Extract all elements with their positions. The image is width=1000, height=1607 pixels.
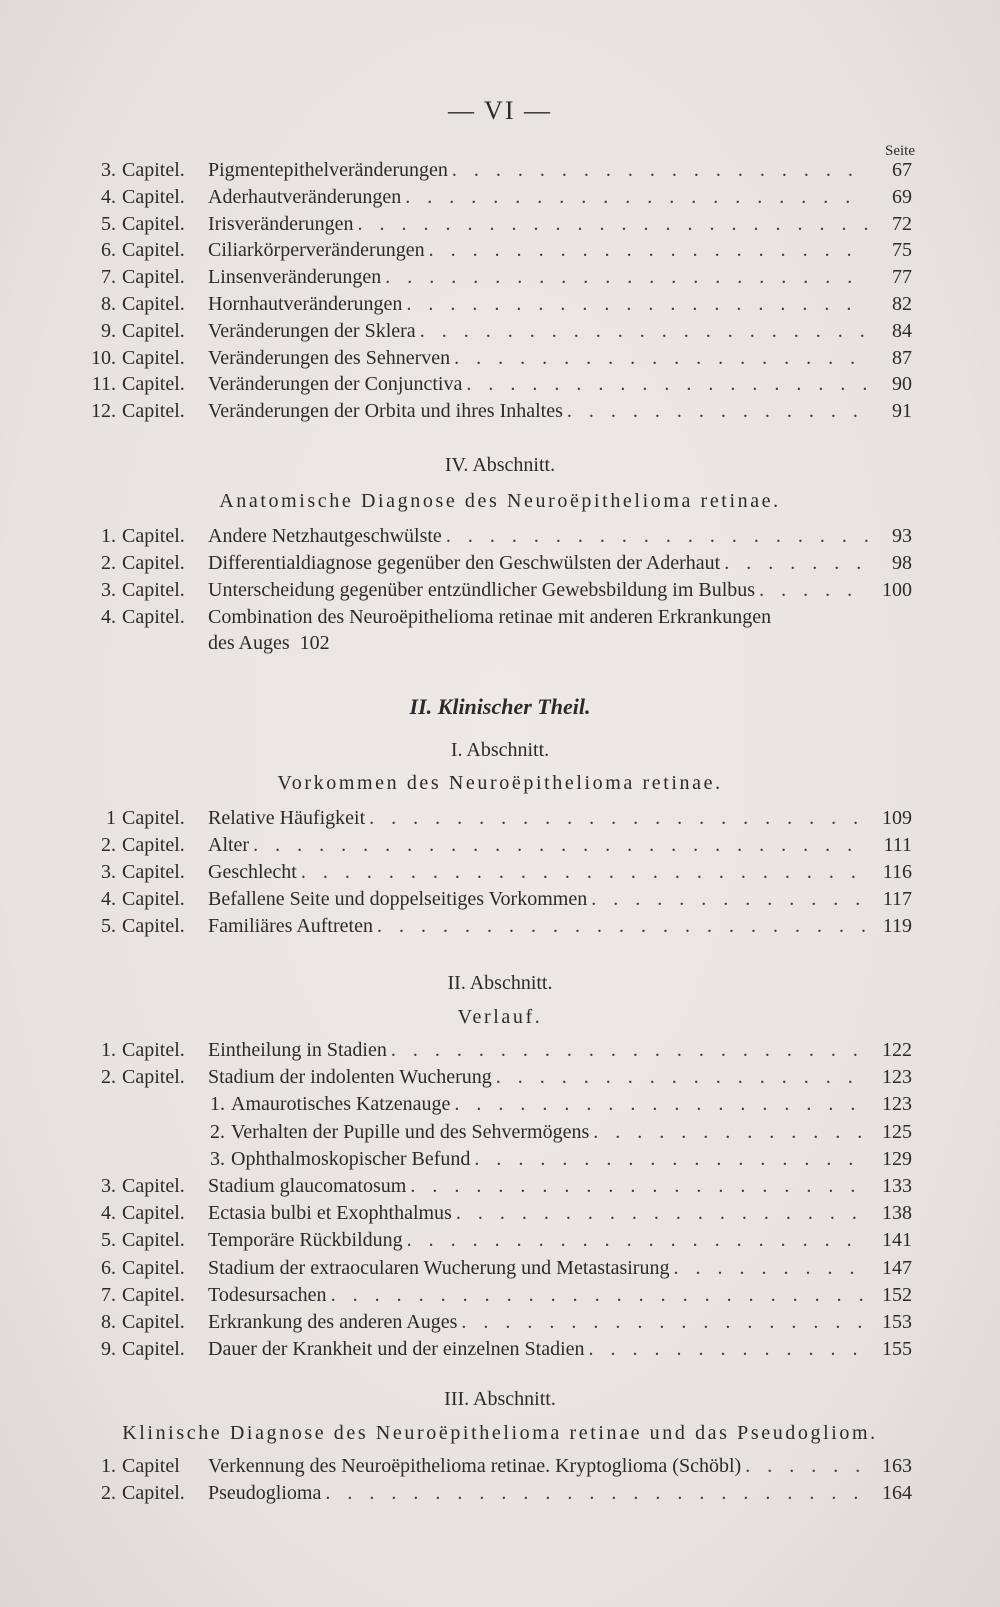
toc-entry [80,179,912,209]
toc-entry-number: 1. [101,1039,116,1061]
toc-entry-page: 93 [892,525,912,547]
toc-entry-title: Dauer der Krankheit und der einzelnen Stadien [208,1338,585,1361]
toc-entry-number: 2. [101,1482,116,1504]
toc-entry-number: 9. [101,1338,116,1361]
toc-entry [80,1168,912,1198]
toc-entry [80,152,912,182]
toc-continuation-page: 102 [299,632,330,654]
toc-entry-page: 163 [882,1455,912,1477]
toc-entry-number: 3. [101,861,116,883]
toc-entry-page: 111 [883,834,912,856]
toc-entry-number: 10. [91,346,116,369]
toc-entry-capitel: Capitel. [122,1229,185,1252]
toc-entry-title: Pigmentepithelveränderungen [208,159,448,181]
toc-entry-title: Ciliarkörperveränderungen [208,239,425,262]
toc-entry-page: 147 [882,1256,912,1279]
toc-entry-capitel: Capitel. [122,400,185,423]
toc-entry-title: Combination des Neuroëpithelioma retinae mit anderen Erkrankungen [208,606,772,628]
toc-entry-number: 11. [91,373,116,396]
toc-entry-page: 119 [882,915,912,937]
toc-entry [80,1304,912,1334]
toc-entry-page: 109 [882,807,912,829]
toc-entry-number: 2. [101,834,116,856]
toc-entry [80,259,912,289]
toc-entry-title: Amaurotisches Katzenauge [231,1093,451,1116]
toc-entry-page: 123 [882,1093,912,1116]
toc-entry-number: 6. [101,239,116,262]
toc-entry-number: 4. [101,1202,116,1225]
toc-entry-page: 72 [892,212,912,235]
toc-entry [80,1277,912,1307]
toc-leader-dots [377,915,868,938]
toc-entry-capitel: Capitel. [122,212,185,235]
toc-entry [80,206,912,236]
toc-entry [80,286,912,316]
section-heading-iv: IV. Abschnitt. [444,454,556,476]
toc-entry-capitel: Capitel. [122,915,185,937]
toc-subentry-number: 3. [210,1147,225,1170]
seite-label: Seite [885,143,915,159]
toc-entry-capitel: Capitel. [122,579,185,601]
toc-entry-capitel: Capitel. [122,1202,185,1225]
toc-entry-page: 87 [892,346,912,369]
toc-entry-page: 155 [882,1338,912,1361]
toc-entry [80,366,912,396]
toc-entry-capitel: Capitel. [122,185,185,208]
toc-entry-number: 3. [101,159,116,181]
toc-entry-number: 3. [101,579,116,601]
toc-entry-page: 123 [882,1066,912,1089]
toc-entry [80,518,912,548]
toc-continuation-line [80,625,912,655]
toc-continuation-title: des Auges [208,632,290,654]
toc-entry-title: Stadium der extraocularen Wucherung und Metastasirung [208,1256,670,1279]
toc-entry-capitel: Capitel. [122,239,185,262]
toc-entry-title: Veränderungen der Sklera [208,319,416,342]
page-number: — VI — [448,96,552,125]
toc-entry-title: Andere Netzhautgeschwülste [208,525,442,547]
toc-entry-capitel: Capitel. [122,1338,185,1361]
toc-entry [80,313,912,343]
toc-entry-page: 67 [892,159,912,181]
toc-entry-title: Veränderungen des Sehnerven [208,346,451,369]
toc-entry-page: 152 [882,1283,912,1306]
toc-entry-page: 84 [892,319,912,342]
toc-entry-title: Alter [208,834,250,856]
toc-entry-title: Temporäre Rückbildung [208,1229,403,1252]
toc-entry [80,393,912,423]
toc-leader-dots [325,1482,868,1505]
toc-entry-capitel: Capitel. [122,1175,185,1197]
toc-entry-number: 2. [101,1066,116,1089]
toc-entry-capitel: Capitel. [122,346,185,369]
toc-entry-number: 1 [106,807,116,829]
toc-entry-title: Familiäres Auftreten [208,915,373,937]
toc-entry-capitel: Capitel. [122,1283,185,1306]
section-heading-i: I. Abschnitt. [450,739,550,761]
toc-entry-page: 91 [892,400,912,423]
section-subheading-i: Vorkommen des Neuroëpithelioma retinae. [277,772,723,794]
toc-entry-capitel: Capitel. [122,319,185,342]
toc-entry-capitel: Capitel. [122,159,185,181]
toc-entry-number: 3. [101,1175,116,1197]
toc-entry-page: 122 [882,1039,912,1061]
toc-entry-number: 4. [101,606,116,628]
toc-entry-capitel: Capitel. [122,1311,185,1333]
toc-entry-title: Erkrankung des anderen Auges [208,1311,458,1333]
toc-entry-page: 129 [882,1147,912,1170]
toc-entry-capitel: Capitel. [122,525,185,547]
toc-entry-title: Linsenveränderungen [208,266,382,289]
toc-entry-capitel: Capitel. [122,293,185,315]
toc-entry-capitel: Capitel [122,1455,180,1477]
toc-entry-number: 4. [101,185,116,208]
toc-entry [80,1331,912,1361]
toc-entry [80,854,912,884]
toc-entry-number: 12. [91,400,116,423]
toc-entry-page: 141 [882,1229,912,1252]
section-subheading-ii: Verlauf. [457,1006,543,1028]
toc-entry [80,800,912,830]
toc-entry-title: Befallene Seite und doppelseitiges Vorkommen [208,888,588,910]
toc-entry-title: Stadium glaucomatosum [208,1175,407,1197]
toc-entry-title: Verhalten der Pupille und des Sehvermögens [231,1120,590,1143]
toc-entry-title: Irisveränderungen [208,212,354,235]
toc-entry-page: 69 [892,185,912,208]
toc-entry-title: Stadium der indolenten Wucherung [208,1066,492,1089]
toc-entry-number: 4. [101,888,116,910]
toc-entry-number: 1. [101,1455,116,1477]
toc-entry-number: 7. [101,266,116,289]
toc-entry [80,827,912,857]
toc-entry-capitel: Capitel. [122,1256,185,1279]
toc-entry-page: 164 [882,1482,912,1504]
toc-entry-capitel: Capitel. [122,606,185,628]
toc-entry-number: 6. [101,1256,116,1279]
toc-entry-page: 90 [892,373,912,396]
toc-entry [80,1475,912,1505]
toc-entry-number: 8. [101,1311,116,1333]
toc-entry-title: Veränderungen der Orbita und ihres Inhaltes [208,400,563,423]
toc-entry-page: 77 [892,266,912,289]
toc-entry-title: Eintheilung in Stadien [208,1039,387,1061]
toc-entry-capitel: Capitel. [122,807,185,829]
toc-entry-title: Unterscheidung gegenüber entzündlicher Gewebsbildung im Bulbus [208,579,756,601]
toc-entry [80,1086,912,1116]
toc-leader-dots [567,400,868,423]
toc-entry-page: 82 [892,293,912,315]
toc-leader-dots [589,1338,868,1361]
toc-entry-title: Relative Häufigkeit [208,807,366,829]
toc-entry [80,1448,912,1478]
toc-entry-page: 133 [882,1175,912,1197]
toc-entry [80,1059,912,1089]
toc-entry [80,340,912,370]
toc-entry [80,908,912,938]
toc-subentry-number: 2. [210,1120,225,1143]
part-heading-klinischer-theil: II. Klinischer Theil. [409,694,591,719]
toc-entry-capitel: Capitel. [122,1066,185,1089]
toc-entry-page: 98 [892,552,912,574]
toc-entry-capitel: Capitel. [122,834,185,856]
toc-entry-title: Ophthalmoskopischer Befund [231,1147,471,1170]
toc-entry-title: Verkennung des Neuroëpithelioma retinae. Kryptoglioma (Schöbl) [208,1455,742,1477]
section-heading-ii: II. Abschnitt. [447,972,553,994]
toc-entry-page: 125 [882,1120,912,1143]
toc-entry [80,545,912,575]
toc-entry-title: Todesursachen [208,1283,327,1306]
toc-entry-capitel: Capitel. [122,888,185,910]
toc-entry-number: 8. [101,293,116,315]
toc-entry-capitel: Capitel. [122,861,185,883]
toc-entry [80,1032,912,1062]
toc-entry-number: 5. [101,1229,116,1252]
toc-entry-capitel: Capitel. [122,373,185,396]
toc-entry-page: 116 [882,861,912,883]
toc-entry-page: 138 [882,1202,912,1225]
toc-entry-title: Aderhautveränderungen [208,185,402,208]
toc-subentry-number: 1. [210,1093,225,1116]
section-heading-iii: III. Abschnitt. [444,1388,556,1410]
toc-entry [80,1141,912,1171]
toc-entry-number: 1. [101,525,116,547]
toc-entry [80,1250,912,1280]
section-subheading-iv: Anatomische Diagnose des Neuroëpithelioma retinae. [219,490,781,512]
toc-entry-title: Differentialdiagnose gegenüber den Geschwülsten der Aderhaut [208,552,721,574]
toc-entry-number: 2. [101,552,116,574]
toc-entry [80,1114,912,1144]
toc-entry [80,1195,912,1225]
toc-entry-number: 5. [101,212,116,235]
toc-entry [80,881,912,911]
toc-entry-title: Veränderungen der Conjunctiva [208,373,463,396]
toc-entry-capitel: Capitel. [122,1482,185,1504]
section-subheading-iii: Klinische Diagnose des Neuroëpithelioma retinae und das Pseudogliom. [122,1422,878,1444]
toc-entry-number: 9. [101,319,116,342]
toc-entry-page: 117 [882,888,912,910]
toc-entry-number: 7. [101,1283,116,1306]
toc-entry-title: Pseudoglioma [208,1482,322,1504]
toc-entry-title: Geschlecht [208,861,297,883]
toc-entry-capitel: Capitel. [122,1039,185,1061]
toc-entry-page: 153 [882,1311,912,1333]
toc-entry-capitel: Capitel. [122,552,185,574]
toc-entry [80,572,912,602]
toc-entry-capitel: Capitel. [122,266,185,289]
toc-entry-title: Ectasia bulbi et Exophthalmus [208,1202,452,1225]
toc-entry [80,232,912,262]
toc-entry-page: 75 [892,239,912,262]
toc-entry-number: 5. [101,915,116,937]
toc-entry-page: 100 [882,579,912,601]
toc-entry-title: Hornhautveränderungen [208,293,403,315]
toc-entry [80,1222,912,1252]
